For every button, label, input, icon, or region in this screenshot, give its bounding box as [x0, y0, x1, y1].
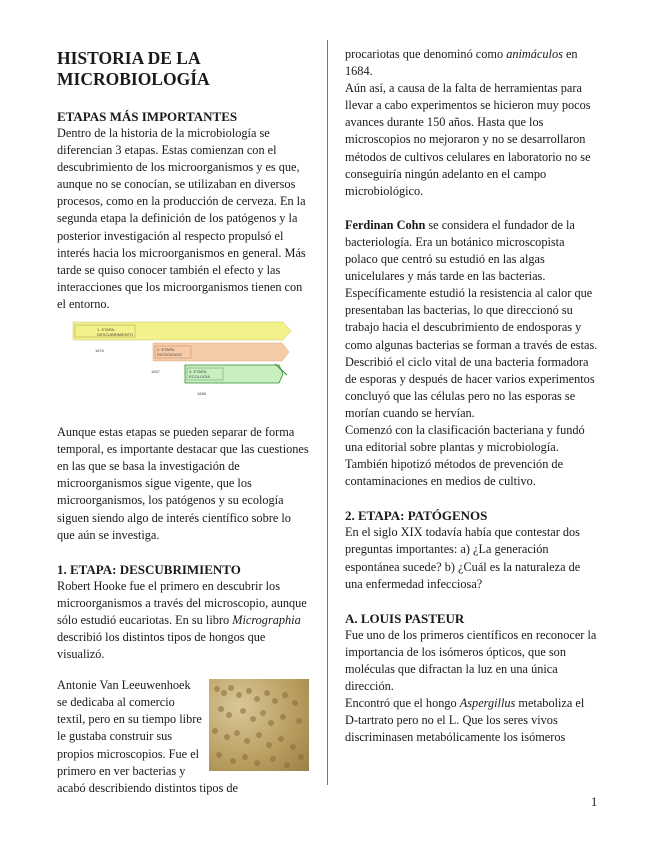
- term-aspergillus: Aspergillus: [459, 696, 516, 711]
- left-column: [57, 38, 309, 797]
- paragraph-aun-asi: Aún así, a causa de la falta de herramientas para llevar a cabo experimentos se hicieron muy pocos avances durante 150 años. Hasta que los microscopios no mejoraron y no se desarrollaron métodos de cultivos celulares en laboratorio no se conseguiría ningún adelanto en el campo microbiológico.: [345, 81, 591, 198]
- term-animaculos: animáculos: [506, 47, 563, 61]
- name-ferdinan-cohn: Ferdinan Cohn: [345, 217, 426, 232]
- timeline-arrows: [57, 319, 309, 414]
- tick-year-2: 1857: [151, 369, 160, 375]
- paragraph-siglo-xix: En el siglo XIX todavía había que contestar dos preguntas importantes: a) ¿La generación espontánea sucede? b) ¿Cuál es la naturaleza de una enfermedad infecciosa?: [345, 525, 581, 591]
- stages-timeline-diagram: [57, 319, 309, 414]
- document-title: HISTORIA DE LA MICROBIOLOGÍA: [57, 48, 210, 89]
- stage2-label: 2. ETAPA: PATÓGENOS: [157, 347, 182, 357]
- paragraph-leeuwenhoek: Antonie Van Leeuwenhoek se dedicaba al comercio textil, pero en su tiempo libre le gustaba construir sus propios microscopios. Fue el primero en ver bacterias y acabó describiendo distintos tipos de: [57, 678, 239, 795]
- paragraph-comenzo: Comenzó con la clasificación bacteriana y fundó una editorial sobre plantas y microbiología. También hipotizó métodos de prevención de contaminaciones en medios de cultivo.: [345, 422, 585, 489]
- paragraph-cohn: Ferdinan Cohn se considera el fundador de la bacteriología. Era un botánico microscopista polaco que centró su estudió en las algas unicelulares y más tarde en las bacterias. Específicamente estudió la resistencia al calor que presentaban las bacterias, lo que direccionó su trabajo hacia el descubrimiento de endosporas y como algunas bacterias se forman a través de estas. Describió el ciclo vital de una bacteria formadora de esporas y después de hacer varios experimentos concluyó que las células pero no las esporas se morían cuando se hervían.: [345, 217, 598, 420]
- paragraph-continuation: procariotas que denominó como animáculos en 1684.: [345, 47, 578, 79]
- paragraph-pasteur: Fue uno de los primeros científicos en reconocer la importancia de los isómeros ópticos, que son moléculas que difractan la luz en una única dirección.: [345, 627, 597, 693]
- tick-year-1: 1676: [95, 348, 104, 354]
- column-divider: [327, 40, 328, 785]
- book-title-micrographia: Micrographia: [232, 612, 301, 627]
- bacteria-micrograph-image: [209, 679, 309, 771]
- tick-year-3: 1888: [197, 391, 206, 397]
- paragraph-hooke: Robert Hooke fue el primero en descubrir los microorganismos a través del microscopio, aunque sólo estudió eucariotas. En su libro Micrographia describió los distintos tipos de hongos que visualizó.: [57, 578, 307, 662]
- heading-louis-pasteur: A. LOUIS PASTEUR: [345, 610, 465, 626]
- paragraph-after-diagram: Aunque estas etapas se pueden separar de forma temporal, es importante destacar que las cuestiones en las que se basa la investigación de microorganismos sigue vigente, que los microorganismos, los patógenos y su ecología siguen siendo algo de interés científico sobre lo que aún se investiga.: [57, 425, 309, 542]
- page-number: 1: [591, 795, 598, 809]
- paragraph-intro: Dentro de la historia de la microbiología se diferencian 3 etapas. Estas comienzan con el descubrimiento de los microorganismos y es que, aunque no se conocían, se utilizaban en diversos procesos, como en la producción de cerveza. En la segunda etapa la definición de los patógenos y la posterior investigación al respecto propulsó el interés hacia los microorganismos en general. Más tarde se quiso conocer también el efecto y las interacciones que los microorganismos tienen con el entorno.: [57, 126, 306, 311]
- paragraph-encontro: Encontró que el hongo Aspergillus metaboliza el D-tartrato pero no el L. Que los seres vivos discriminasen metabólicamente los isómeros: [345, 696, 585, 745]
- stage3-label: 3. ETAPA: ECOLOGÍA: [189, 369, 210, 379]
- heading-etapa1: 1. ETAPA: DESCUBRIMIENTO: [57, 561, 241, 577]
- stage1-label: 1. ETAPA: DESCUBRIMIENTO: [97, 327, 134, 337]
- heading-etapa2: 2. ETAPA: PATÓGENOS: [345, 508, 488, 524]
- heading-etapas: ETAPAS MÁS IMPORTANTES: [57, 109, 238, 124]
- right-column: [345, 46, 600, 746]
- bacteria-cells-icon: [209, 679, 309, 771]
